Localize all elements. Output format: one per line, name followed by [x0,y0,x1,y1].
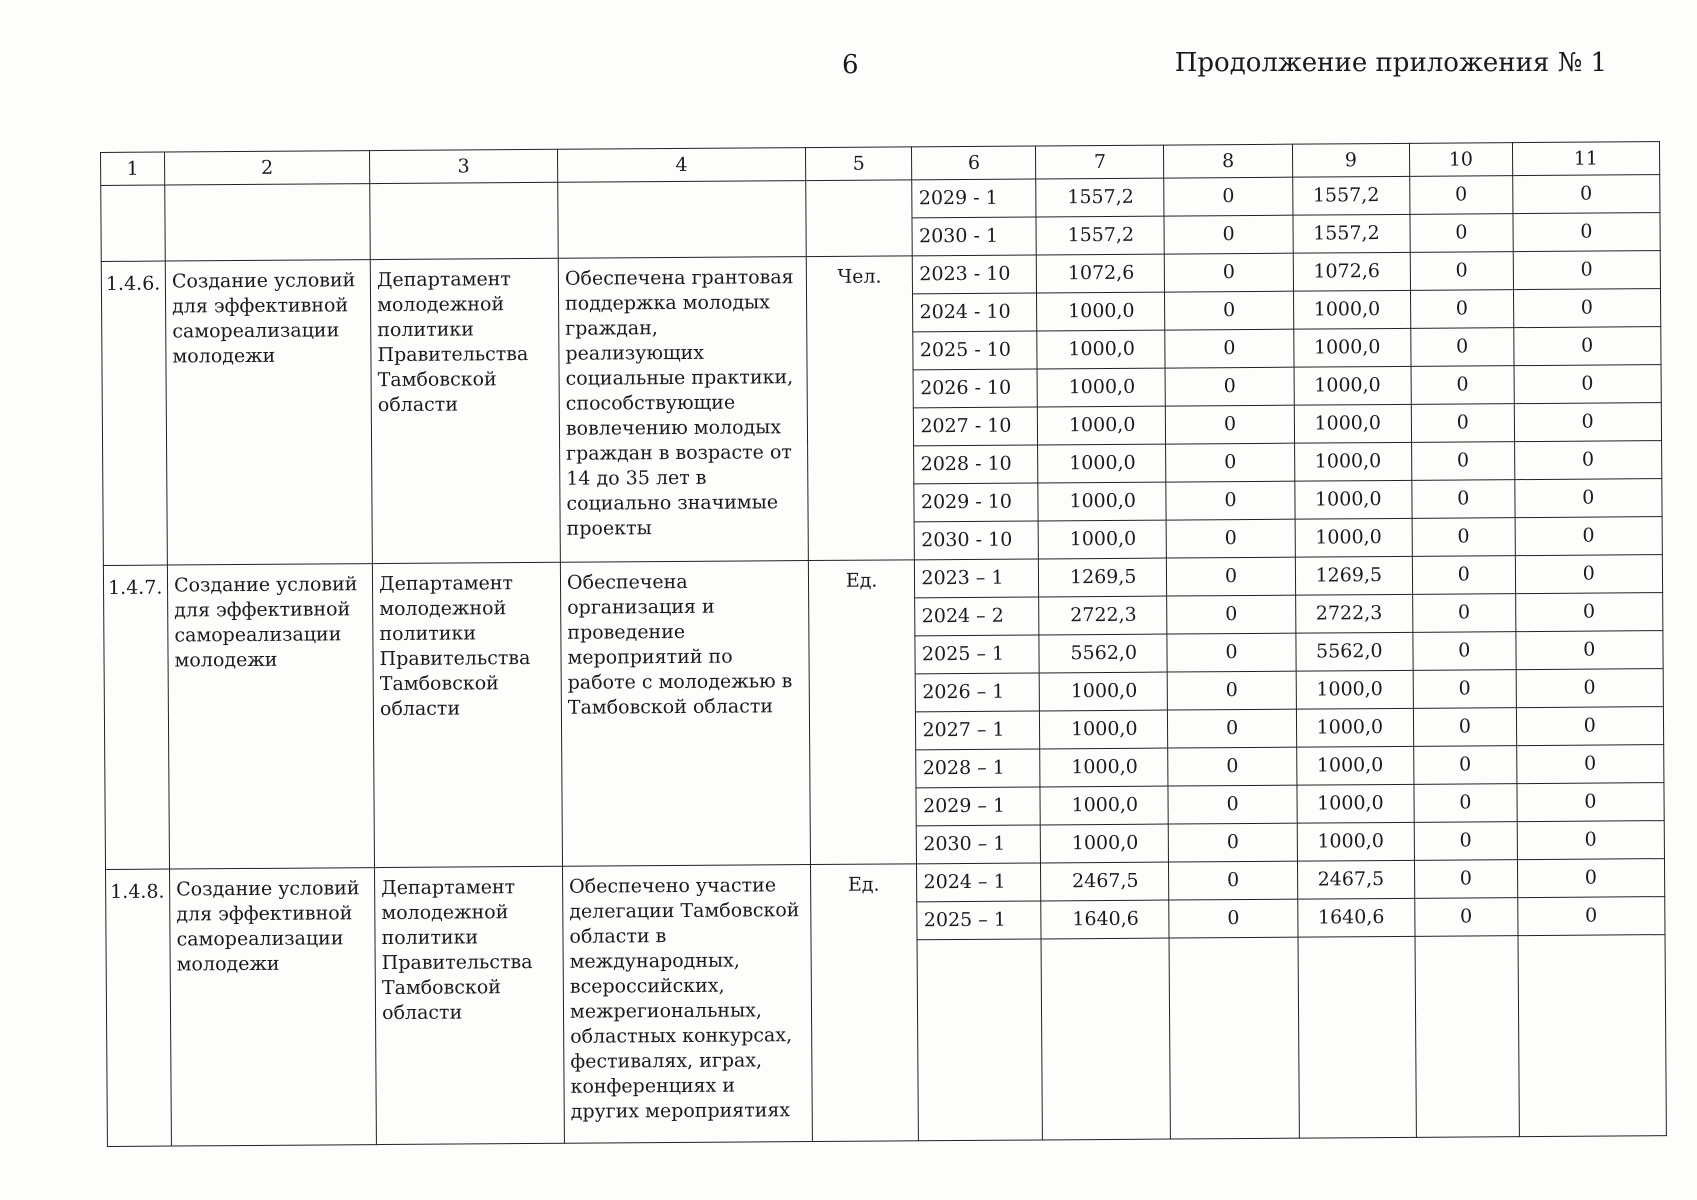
value-cell-11: 0 [1515,555,1663,594]
measure-code: 1.4.8. [106,869,172,1146]
year-count-cell: 2030 – 1 [917,825,1041,864]
value-cell-8: 0 [1169,823,1297,862]
value-cell-11: 0 [1516,745,1664,784]
year-count-cell: 2024 – 2 [915,597,1039,636]
value-cell-10: 0 [1413,708,1516,747]
value-cell-8-empty [1169,937,1299,1139]
value-cell-9: 1000,0 [1295,518,1413,557]
column-number-4: 4 [557,148,805,183]
measure-result: Обеспечено участие делегации Тамбовской области в международных, всероссийских, межрегиональных, областных конкурсах, фестивалях, играх, конференциях и других мероприятиях [562,865,812,1144]
value-cell-10: 0 [1412,442,1515,481]
value-cell-7: 5562,0 [1039,634,1167,673]
value-cell-7: 1557,2 [1036,178,1164,217]
value-cell-7-empty [1041,938,1171,1140]
value-cell-11: 0 [1515,593,1663,632]
value-cell-8: 0 [1167,595,1295,634]
value-cell-11: 0 [1513,327,1661,366]
value-cell-11: 0 [1514,441,1662,480]
value-cell-9: 1269,5 [1295,556,1413,595]
value-cell-10: 0 [1414,746,1517,785]
value-cell-7: 1000,0 [1040,710,1168,749]
value-cell-11: 0 [1517,821,1665,860]
value-cell-7: 1072,6 [1037,254,1165,293]
value-cell-11: 0 [1516,707,1664,746]
value-cell-9: 5562,0 [1295,632,1413,671]
value-cell-7: 1269,5 [1039,558,1167,597]
value-cell-8: 0 [1167,557,1295,596]
value-cell-7: 1000,0 [1038,482,1166,521]
value-cell-9: 1000,0 [1296,746,1414,785]
value-cell-11: 0 [1513,251,1661,290]
value-cell-10: 0 [1411,404,1514,443]
column-number-5: 5 [805,147,912,181]
year-count-cell: 2026 - 10 [914,369,1038,408]
value-cell-8: 0 [1168,785,1296,824]
value-cell-11-empty [1518,935,1667,1137]
year-count-cell: 2028 - 10 [914,445,1038,484]
value-cell-9: 1000,0 [1296,670,1414,709]
year-count-cell: 2029 - 1 [912,179,1036,218]
value-cell-10: 0 [1411,328,1514,367]
unit-of-measure: Ед. [808,560,917,865]
column-number-7: 7 [1036,145,1164,179]
value-cell-7: 1000,0 [1038,520,1166,559]
measure-name: Создание условий для эффективной самореализации молодежи [170,868,377,1146]
value-cell-8: 0 [1169,899,1297,938]
value-cell-7: 2722,3 [1039,596,1167,635]
year-count-cell: 2025 – 1 [915,635,1039,674]
value-cell-10: 0 [1411,366,1514,405]
value-cell-8: 0 [1164,215,1292,254]
year-count-cell: 2030 - 1 [912,217,1036,256]
continued-result-cell [558,181,806,259]
column-number-1: 1 [101,152,165,185]
value-cell-10-empty [1415,936,1519,1138]
value-cell-8: 0 [1168,671,1296,710]
column-number-11: 11 [1512,142,1660,176]
year-count-cell: 2026 – 1 [916,673,1040,712]
value-cell-10: 0 [1411,290,1514,329]
value-cell-10: 0 [1410,214,1513,253]
value-cell-8: 0 [1166,405,1294,444]
measure-code: 1.4.7. [103,565,169,869]
value-cell-11: 0 [1517,859,1665,898]
value-cell-7: 1000,0 [1041,824,1169,863]
column-number-2: 2 [165,151,370,185]
value-cell-9: 1557,2 [1293,214,1411,253]
value-cell-8: 0 [1166,367,1294,406]
value-cell-9: 1072,6 [1293,252,1411,291]
value-cell-8: 0 [1167,633,1295,672]
year-count-cell: 2028 – 1 [916,749,1040,788]
value-cell-8: 0 [1166,443,1294,482]
year-count-cell-empty [918,939,1043,1141]
value-cell-10: 0 [1413,670,1516,709]
unit-of-measure: Ед. [810,864,919,1142]
value-cell-11: 0 [1515,517,1663,556]
column-number-8: 8 [1164,144,1292,178]
year-count-cell: 2029 – 1 [916,787,1040,826]
unit-of-measure: Чел. [806,256,915,561]
value-cell-10: 0 [1415,860,1518,899]
value-cell-11: 0 [1512,175,1660,214]
measures-table [100,141,1667,1147]
value-cell-10: 0 [1410,252,1513,291]
measure-result: Обеспечена грантовая поддержка молодых граждан, реализующих социальные практики, способствующие вовлечению молодых граждан в возрасте от 14 до 35 лет в социально значимые проекты [558,257,808,563]
value-cell-9: 1000,0 [1297,822,1415,861]
value-cell-8: 0 [1169,861,1297,900]
measure-code: 1.4.6. [101,261,167,565]
value-cell-9: 1000,0 [1297,784,1415,823]
year-count-cell: 2025 – 1 [917,901,1041,940]
value-cell-11: 0 [1513,213,1661,252]
value-cell-7: 2467,5 [1041,862,1169,901]
value-cell-8: 0 [1165,291,1293,330]
value-cell-9: 2722,3 [1295,594,1413,633]
value-cell-11: 0 [1516,783,1664,822]
value-cell-9: 1557,2 [1292,176,1410,215]
value-cell-10: 0 [1412,480,1515,519]
value-cell-10: 0 [1413,632,1516,671]
value-cell-9: 1000,0 [1293,328,1411,367]
value-cell-11: 0 [1514,479,1662,518]
value-cell-10: 0 [1414,784,1517,823]
year-count-cell: 2030 - 10 [915,521,1039,560]
value-cell-7: 1000,0 [1040,672,1168,711]
value-cell-10: 0 [1410,176,1513,215]
value-cell-9: 1000,0 [1296,708,1414,747]
value-cell-7: 1000,0 [1037,368,1165,407]
value-cell-8: 0 [1165,329,1293,368]
value-cell-7: 1000,0 [1040,786,1168,825]
value-cell-10: 0 [1414,822,1517,861]
value-cell-8: 0 [1165,253,1293,292]
year-count-cell: 2024 - 10 [913,293,1037,332]
continued-code-cell [101,185,166,261]
appendix-continuation-label: Продолжение приложения № 1 [1174,48,1607,78]
value-cell-8: 0 [1168,709,1296,748]
value-cell-9: 1000,0 [1294,480,1412,519]
year-count-cell: 2027 - 10 [914,407,1038,446]
value-cell-8: 0 [1168,747,1296,786]
column-number-6: 6 [912,146,1036,180]
value-cell-9: 1000,0 [1293,290,1411,329]
continued-department-cell [370,182,558,259]
year-count-cell: 2023 – 1 [915,559,1039,598]
value-cell-7: 1000,0 [1038,406,1166,445]
continued-unit-cell [805,180,912,257]
value-cell-8: 0 [1167,519,1295,558]
value-cell-9-empty [1298,936,1417,1138]
value-cell-11: 0 [1516,669,1664,708]
column-number-9: 9 [1292,143,1410,177]
value-cell-10: 0 [1413,594,1516,633]
year-count-cell: 2024 – 1 [917,863,1041,902]
value-cell-9: 2467,5 [1297,860,1415,899]
value-cell-10: 0 [1412,556,1515,595]
value-cell-11: 0 [1517,897,1665,936]
value-cell-9: 1000,0 [1294,404,1412,443]
responsible-department: Департамент молодежной политики Правительства Тамбовской области [375,866,565,1144]
year-count-cell: 2025 - 10 [913,331,1037,370]
value-cell-7: 1557,2 [1036,216,1164,255]
column-number-10: 10 [1410,143,1513,177]
value-cell-7: 1000,0 [1037,330,1165,369]
year-count-cell: 2029 - 10 [914,483,1038,522]
page-number: 6 [842,50,859,80]
value-cell-8: 0 [1166,481,1294,520]
value-cell-11: 0 [1513,289,1661,328]
value-cell-11: 0 [1514,403,1662,442]
value-cell-7: 1000,0 [1040,748,1168,787]
column-number-3: 3 [370,149,558,183]
value-cell-7: 1000,0 [1037,292,1165,331]
responsible-department: Департамент молодежной политики Правительства Тамбовской области [370,258,560,563]
responsible-department: Департамент молодежной политики Правительства Тамбовской области [372,562,562,867]
value-cell-9: 1000,0 [1294,366,1412,405]
year-count-cell: 2023 - 10 [913,255,1037,294]
continued-name-cell [165,184,371,261]
value-cell-11: 0 [1515,631,1663,670]
table-body [101,175,1667,1147]
measure-name: Создание условий для эффективной самореализации молодежи [167,564,374,869]
value-cell-10: 0 [1412,518,1515,557]
measure-name: Создание условий для эффективной самореализации молодежи [165,260,372,565]
value-cell-11: 0 [1514,365,1662,404]
value-cell-10: 0 [1415,898,1518,937]
value-cell-9: 1640,6 [1297,898,1415,937]
value-cell-8: 0 [1164,177,1292,216]
value-cell-9: 1000,0 [1294,442,1412,481]
value-cell-7: 1000,0 [1038,444,1166,483]
value-cell-7: 1640,6 [1041,900,1169,939]
measure-result: Обеспечена организация и проведение мероприятий по работе с молодежью в Тамбовской области [560,561,810,867]
year-count-cell: 2027 – 1 [916,711,1040,750]
